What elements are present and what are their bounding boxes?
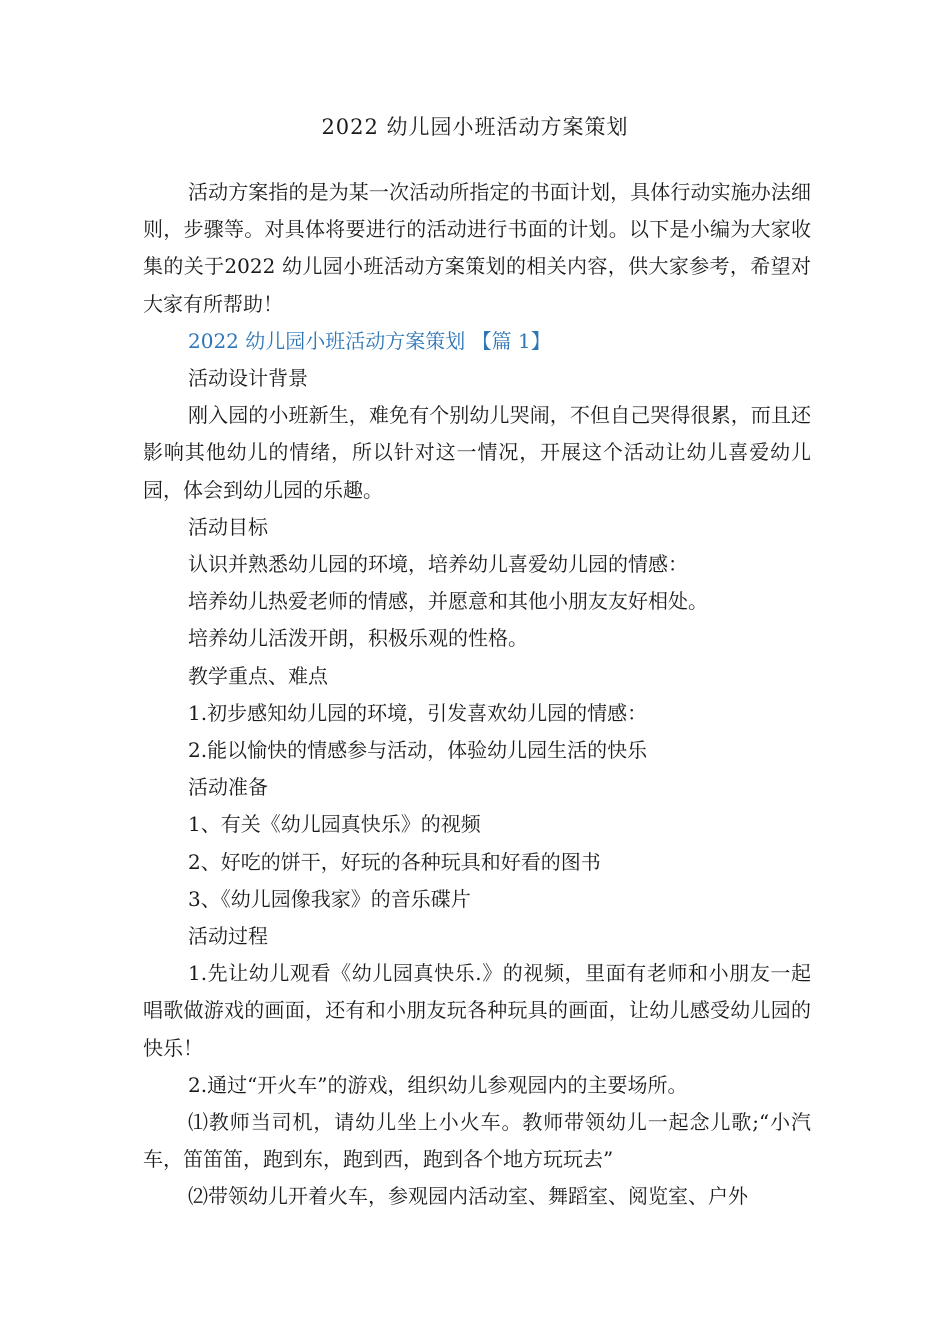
document-body xyxy=(143,174,811,1216)
process-substep: ⑴教师当司机，请幼儿坐上小火车。教师带领幼儿一起念儿歌;“小汽车，笛笛笛，跑到东，跑到西，跑到各个地方玩玩去” xyxy=(143,1110,811,1172)
key-point-item: 2.能以愉快的情感参与活动，体验幼儿园生活的快乐 xyxy=(188,738,648,763)
subheading-background: 活动设计背景 xyxy=(188,366,308,391)
preparation-item: 3、《幼儿园像我家》的音乐碟片 xyxy=(188,886,471,911)
section-heading: 2022 幼儿园小班活动方案策划 【篇 1】 xyxy=(188,328,551,353)
preparation-item: 1、有关《幼儿园真快乐》的视频 xyxy=(188,812,481,837)
preparation-item: 2、好吃的饼干，好玩的各种玩具和好看的图书 xyxy=(188,849,601,874)
process-step: 2.通过“开火车”的游戏，组织幼儿参观园内的主要场所。 xyxy=(188,1072,688,1097)
subheading-goals: 活动目标 xyxy=(188,514,268,539)
goal-item: 培养幼儿活泼开朗，积极乐观的性格。 xyxy=(188,626,528,651)
document-title: 2022 幼儿园小班活动方案策划 xyxy=(321,115,629,139)
paragraph-background: 刚入园的小班新生，难免有个别幼儿哭闹，不但自己哭得很累，而且还影响其他幼儿的情绪，所以针对这一情况，开展这个活动让幼儿喜爱幼儿园，体会到幼儿园的乐趣。 xyxy=(143,403,811,502)
key-point-item: 1.初步感知幼儿园的环境，引发喜欢幼儿园的情感： xyxy=(188,700,648,725)
subheading-process: 活动过程 xyxy=(188,924,268,949)
goal-item: 培养幼儿热爱老师的情感，并愿意和其他小朋友友好相处。 xyxy=(188,589,708,614)
subheading-key-points: 教学重点、难点 xyxy=(188,663,328,688)
process-substep: ⑵带领幼儿开着火车，参观园内活动室、舞蹈室、阅览室、户外 xyxy=(188,1184,748,1209)
goal-item: 认识并熟悉幼儿园的环境，培养幼儿喜爱幼儿园的情感： xyxy=(188,552,688,577)
intro-paragraph: 活动方案指的是为某一次活动所指定的书面计划，具体行动实施办法细则，步骤等。对具体将要进行的活动进行书面的计划。以下是小编为大家收集的关于2022 幼儿园小班活动方案策划的相关内容，供大家参考，希望对大家有所帮助！ xyxy=(143,180,811,316)
process-step: 1.先让幼儿观看《幼儿园真快乐.》的视频，里面有老师和小朋友一起唱歌做游戏的画面，还有和小朋友玩各种玩具的画面，让幼儿感受幼儿园的快乐！ xyxy=(143,961,811,1060)
subheading-preparation: 活动准备 xyxy=(188,775,268,800)
